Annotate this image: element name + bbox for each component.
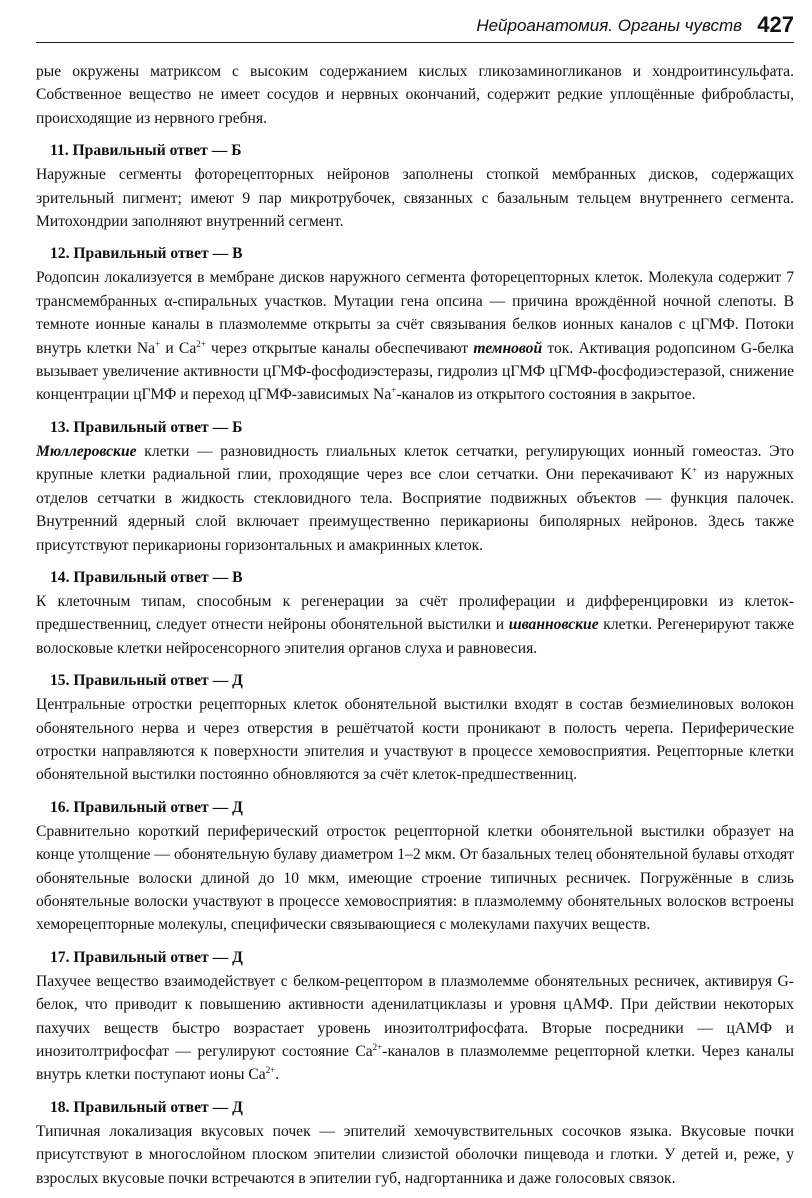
answer-heading: 11. Правильный ответ — Б bbox=[50, 142, 242, 160]
answer-heading: 13. Правильный ответ — Б bbox=[50, 418, 243, 436]
answer-heading: 14. Правильный ответ — В bbox=[50, 568, 243, 586]
answer-text: Пахучее вещество взаимодействует с белком-рецептором в плазмолемме обонятельных ресничек, активируя G-белок, что приводит к повышению активности аденилатциклазы и уровня цАМФ. При действии некоторых пахучих веществ быстро возрастает уровень инозитолтрифосфата. Вторые посредники — цАМФ и инозитолтрифосфат — регулируют состояние $Ca^{2+}$-каналов в плазмолемме рецепторной клетки. Через каналы внутрь клетки поступают ионы $Ca^{2+}$. bbox=[36, 972, 795, 1084]
emphasized-term: шванновские bbox=[508, 616, 599, 634]
answer-11 bbox=[36, 139, 794, 233]
page-body bbox=[36, 60, 794, 1190]
intro-paragraph: рые окружены матриксом с высоким содержанием кислых гликозаминогликанов и хондроитинсульфата. Собственное вещество не имеет сосудов и нервных окончаний, содержит редкие уплощённые фибробласты, происходящие из нервного гребня. bbox=[36, 63, 794, 127]
answer-heading: 12. Правильный ответ — В bbox=[50, 245, 243, 263]
answer-heading: 15. Правильный ответ — Д bbox=[50, 672, 243, 690]
emphasized-term: Мюллеровские bbox=[36, 442, 137, 460]
answer-15 bbox=[36, 669, 794, 787]
answer-text: Мюллеровские клетки — разновидность глиальных клеток сетчатки, регулирующих ионный гомеостаз. Это крупные клетки радиальной глии, проходящие через все слои сетчатки. Они перекачивают K+ из наружных отделов сетчатки в жидкость стекловидного тела. Восприятие подвижных объектов — функция палочек. Внутренний ядерный слой включает преимущественно перикарионы биполярных нейронов. Здесь также присутствуют перикарионы горизонтальных и амакринных клеток. bbox=[36, 442, 794, 554]
answer-14 bbox=[36, 566, 794, 660]
answer-heading: 17. Правильный ответ — Д bbox=[50, 948, 243, 966]
answer-18 bbox=[36, 1096, 794, 1190]
answer-text: Наружные сегменты фоторецепторных нейронов заполнены стопкой мембранных дисков, содержащих зрительный пигмент; имеют 9 пар микротрубочек, связанных с базальным тельцем внутреннего сегмента. Митохондрии заполняют внутренний сегмент. bbox=[36, 166, 794, 231]
answer-17 bbox=[36, 946, 794, 1087]
answer-12 bbox=[36, 242, 794, 406]
answer-heading: 16. Правильный ответ — Д bbox=[50, 798, 243, 816]
answer-text: Центральные отростки рецепторных клеток обонятельной выстилки входят в состав безмиелиновых волокон обонятельного нерва и через отверстия в решётчатой кости проникают в полость черепа. Периферические отростки направляются к поверхности эпителия и участвуют в процессе хемовосприятия. Рецепторные клетки обонятельной выстилки постоянно обновляются за счёт клеток-предшественниц. bbox=[36, 696, 794, 784]
emphasized-term: темновой bbox=[473, 339, 543, 357]
answer-text: К клеточным типам, способным к регенерации за счёт пролиферации и дифференцировки из клеток-предшественниц, следует отнести нейроны обонятельной выстилки и шванновские клетки. Регенерируют также волосковые клетки нейросенсорного эпителия органов слуха и равновесия. bbox=[36, 592, 795, 657]
answer-heading: 18. Правильный ответ — Д bbox=[50, 1098, 243, 1116]
answer-text: Сравнительно короткий периферический отросток рецепторной клетки обонятельной выстилки образует на конце утолщение — обонятельную булаву диаметром 1–2 мкм. От базальных телец обонятельной булавы отходят обонятельные волоски длиной до 10 мкм, имеющие строение типичных ресничек. Погружённые в слизь обонятельные волоски участвуют в процессе хемовосприятия: в плазмолемму обонятельных волосков встроены хеморецепторные молекулы, специфически связывающиеся с молекулами пахучих веществ. bbox=[36, 822, 794, 934]
answer-13 bbox=[36, 416, 794, 557]
running-title: Нейроанатомия. Органы чувств bbox=[476, 16, 742, 35]
answer-text: Родопсин локализуется в мембране дисков наружного сегмента фоторецепторных клеток. Молекула содержит 7 трансмембранных α-спиральных участков. Мутации гена опсина — причина врождённой ночной слепоты. В темноте ионные каналы в плазмолемме открыты за счёт связывания белков ионных каналов с цГМФ. Потоки внутрь клетки Na+ и $Ca^{2+}$ через открытые каналы обеспечивают темновой ток. Активация родопсином G-белка вызывает увеличение активности цГМФ-фосфодиэстеразы, гидролиз цГМФ цГМФ-фосфодиэстеразой, снижение концентрации цГМФ и переход цГМФ-зависимых Na+-каналов из открытого состояния в закрытое. bbox=[36, 269, 794, 404]
page-number: 427 bbox=[757, 12, 794, 37]
page-header bbox=[36, 12, 794, 43]
answer-16 bbox=[36, 796, 794, 937]
answer-text: Типичная локализация вкусовых почек — эпителий хемочувствительных сосочков языка. Вкусовые почки присутствуют в многослойном плоском эпителии слизистой оболочки пищевода и глотки. У детей и, реже, у взрослых вкусовые почки встречаются в эпителии губ, надгортанника и даже голосовых связок. bbox=[36, 1122, 794, 1187]
